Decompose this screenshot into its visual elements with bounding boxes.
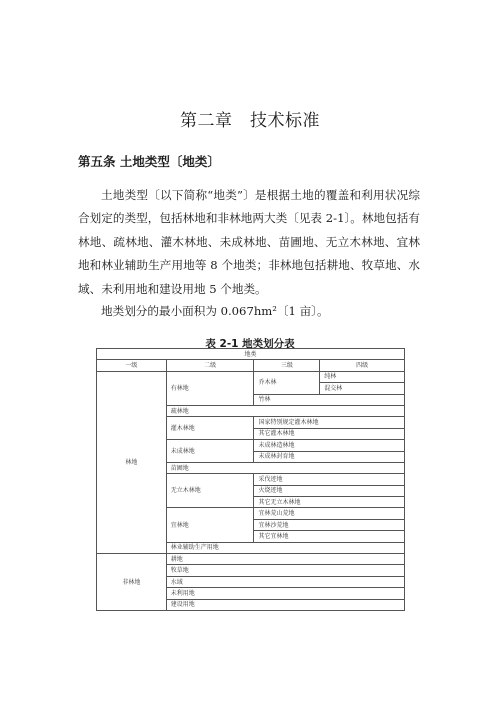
level4-cell: 混交林 xyxy=(320,383,405,394)
level3-cell: 采伐迹地 xyxy=(254,474,405,485)
level3-cell: 其它宜林地 xyxy=(254,531,405,542)
table-row xyxy=(97,554,405,565)
level3-cell: 宜林沙荒地 xyxy=(254,519,405,530)
level2-cell: 未利用地 xyxy=(166,588,404,599)
level2-cell: 林业辅助生产用地 xyxy=(166,542,404,553)
level2-cell: 建设用地 xyxy=(166,599,404,610)
level3-cell: 其它无立木林地 xyxy=(254,497,405,508)
chapter-title: 第二章 技术标准 xyxy=(180,111,320,131)
level2-cell: 无立木林地 xyxy=(166,474,254,508)
table-header-row xyxy=(97,360,405,371)
level1-cell: 非林地 xyxy=(97,554,167,611)
table-row xyxy=(97,371,405,382)
body-paragraph-1: 土地类型〔以下简称“地类”〕是根据土地的覆盖和利用状况综合划定的类型，包括林地和非林地两大类〔见表 2-1〕。林地包括有林地、疏林地、灌木林地、未成林地、苗圃地、无立木林地、宜林地和林业辅助生产用地等 8 个地类；非林地包括耕地、牧草地、水域、未利用地和建设用地 5 个地类。 xyxy=(78,188,420,296)
level3-cell: 竹林 xyxy=(254,394,405,405)
level2-cell: 疏林地 xyxy=(166,405,404,416)
level2-cell: 耕地 xyxy=(166,554,404,565)
level2-cell: 水域 xyxy=(166,576,404,587)
level2-cell: 苗圃地 xyxy=(166,462,404,473)
level2-cell: 灌木林地 xyxy=(166,417,254,440)
land-class-table xyxy=(96,348,405,611)
level3-cell: 火烧迹地 xyxy=(254,485,405,496)
level4-cell: 纯林 xyxy=(320,371,405,382)
article-heading: 第五条 土地类型〔地类〕 xyxy=(78,154,220,169)
table-caption: 表 2-1 地类划分表 xyxy=(205,338,295,350)
level-3-header: 三级 xyxy=(254,360,320,371)
table-row xyxy=(97,349,405,360)
level3-cell: 宜林荒山荒地 xyxy=(254,508,405,519)
level3-cell: 国家特别规定灌木林地 xyxy=(254,417,405,428)
level1-cell: 林地 xyxy=(97,371,167,553)
level-2-header: 二级 xyxy=(166,360,254,371)
table-top-header: 地类 xyxy=(97,349,405,360)
level2-cell: 牧草地 xyxy=(166,565,404,576)
level2-cell: 宜林地 xyxy=(166,508,254,542)
level3-cell: 未成林封育地 xyxy=(254,451,405,462)
level3-cell: 未成林造林地 xyxy=(254,440,405,451)
level3-cell: 乔木林 xyxy=(254,371,320,394)
level2-cell: 未成林地 xyxy=(166,440,254,463)
level2-cell: 有林地 xyxy=(166,371,254,405)
level3-cell: 其它灌木林地 xyxy=(254,428,405,439)
level-1-header: 一级 xyxy=(97,360,167,371)
level-4-header: 四级 xyxy=(320,360,405,371)
body-paragraph-2: 地类划分的最小面积为 0.067hm²〔1 亩〕。 xyxy=(101,304,329,318)
